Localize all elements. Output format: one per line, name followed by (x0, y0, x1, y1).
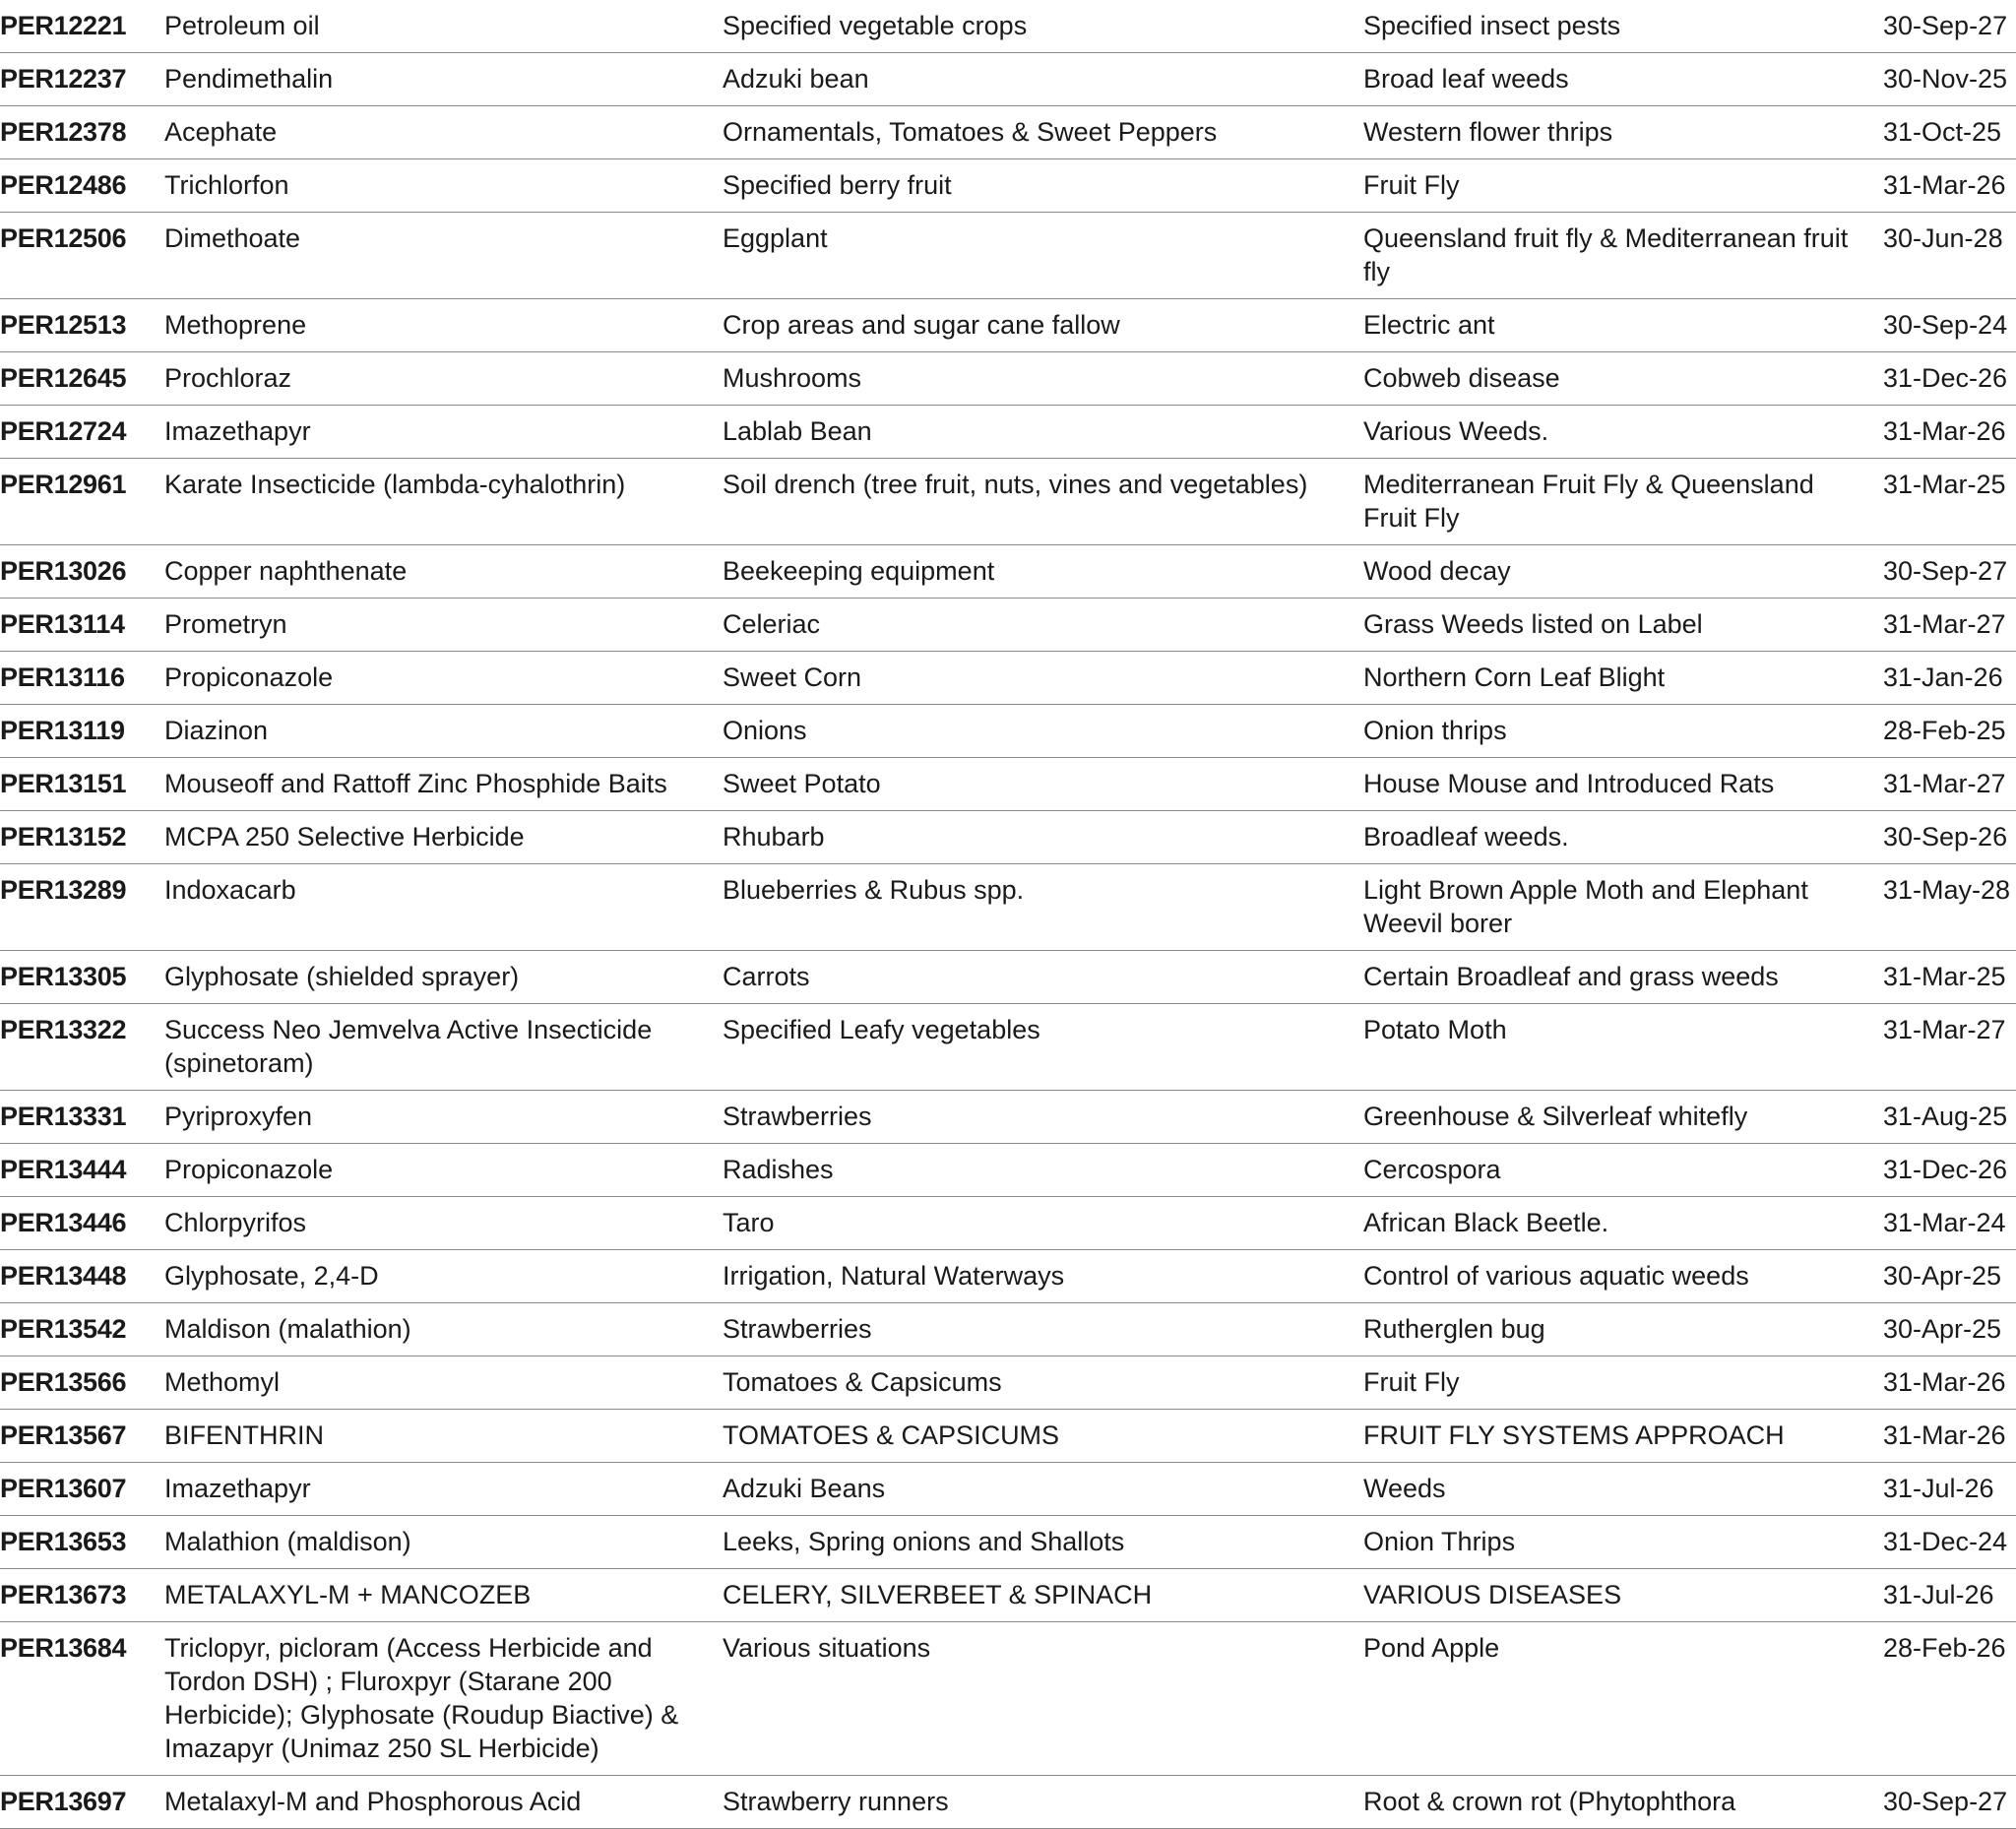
product-cell: Maldison (malathion) (164, 1314, 411, 1344)
pest-cell: Potato Moth (1363, 1015, 1507, 1044)
pest-cell: Electric ant (1363, 310, 1495, 340)
expiry-date-cell: 28-Feb-26 (1883, 1633, 2006, 1663)
product-cell: Copper naphthenate (164, 556, 408, 586)
crop-situation-cell: Onions (723, 716, 807, 745)
permit-number-cell: PER13331 (0, 1102, 127, 1131)
expiry-date-cell: 31-Mar-24 (1883, 1208, 2006, 1237)
table-row (0, 864, 2016, 951)
expiry-date-cell: 30-Jun-28 (1883, 223, 2003, 253)
product-cell: Dimethoate (164, 223, 301, 253)
crop-situation-cell: Mushrooms (723, 363, 862, 393)
product-cell: MCPA 250 Selective Herbicide (164, 822, 525, 851)
permit-number-cell: PER13119 (0, 716, 125, 745)
expiry-date-cell: 31-Mar-26 (1883, 170, 2006, 200)
product-cell: Triclopyr, picloram (Access Herbicide and Tordon DSH) ; Fluroxpyr (Starane 200 Herbicide); Glyphosate (Roudup Biactive) & Imazapyr (Unimaz 250 SL Herbicide) (164, 1633, 679, 1763)
pest-cell: VARIOUS DISEASES (1363, 1580, 1622, 1609)
product-cell: Imazethapyr (164, 416, 311, 446)
product-cell: Glyphosate, 2,4-D (164, 1261, 379, 1291)
crop-situation-cell: Blueberries & Rubus spp. (723, 875, 1025, 905)
product-cell: METALAXYL-M + MANCOZEB (164, 1580, 532, 1609)
table-row (0, 299, 2016, 352)
crop-situation-cell: Strawberries (723, 1314, 872, 1344)
expiry-date-cell: 31-Mar-26 (1883, 1420, 2006, 1450)
permit-number-cell: PER12237 (0, 64, 127, 94)
table-row (0, 652, 2016, 705)
expiry-date-cell: 30-Sep-24 (1883, 310, 2008, 340)
crop-situation-cell: CELERY, SILVERBEET & SPINACH (723, 1580, 1153, 1609)
permit-number-cell: PER13444 (0, 1155, 127, 1184)
table-row (0, 0, 2016, 53)
crop-situation-cell: Sweet Potato (723, 769, 881, 798)
permit-number-cell: PER13673 (0, 1580, 127, 1609)
permit-number-cell: PER13289 (0, 875, 127, 905)
product-cell: Malathion (maldison) (164, 1527, 411, 1556)
table-row (0, 106, 2016, 159)
table-row (0, 1776, 2016, 1829)
pest-cell: Control of various aquatic weeds (1363, 1261, 1749, 1291)
product-cell: Propiconazole (164, 662, 334, 692)
product-cell: Karate Insecticide (lambda-cyhalothrin) (164, 470, 626, 499)
crop-situation-cell: Sweet Corn (723, 662, 862, 692)
table-row (0, 705, 2016, 758)
table-row (0, 545, 2016, 599)
crop-situation-cell: Specified vegetable crops (723, 11, 1028, 40)
expiry-date-cell: 31-Oct-25 (1883, 117, 2002, 147)
expiry-date-cell: 31-Mar-27 (1883, 1015, 2006, 1044)
pest-cell: Broadleaf weeds. (1363, 822, 1569, 851)
permit-number-cell: PER12378 (0, 117, 127, 147)
expiry-date-cell: 30-Sep-27 (1883, 1787, 2008, 1816)
table-row (0, 1516, 2016, 1569)
pest-cell: Onion thrips (1363, 716, 1507, 745)
permit-number-cell: PER13322 (0, 1015, 127, 1044)
permit-number-cell: PER13542 (0, 1314, 127, 1344)
crop-situation-cell: Strawberries (723, 1102, 872, 1131)
crop-situation-cell: Soil drench (tree fruit, nuts, vines and vegetables) (723, 470, 1308, 499)
crop-situation-cell: Strawberry runners (723, 1787, 949, 1816)
table-row (0, 1197, 2016, 1250)
crop-situation-cell: Adzuki Beans (723, 1474, 886, 1503)
pest-cell: Cercospora (1363, 1155, 1501, 1184)
table-row (0, 53, 2016, 106)
crop-situation-cell: Eggplant (723, 223, 828, 253)
crop-situation-cell: Crop areas and sugar cane fallow (723, 310, 1120, 340)
expiry-date-cell: 31-Mar-25 (1883, 962, 2006, 991)
product-cell: Propiconazole (164, 1155, 334, 1184)
product-cell: Pyriproxyfen (164, 1102, 313, 1131)
pest-cell: Root & crown rot (Phytophthora (1363, 1787, 1736, 1816)
expiry-date-cell: 31-Dec-24 (1883, 1527, 2008, 1556)
product-cell: Chlorpyrifos (164, 1208, 307, 1237)
expiry-date-cell: 31-Mar-26 (1883, 1367, 2006, 1397)
table-row (0, 758, 2016, 811)
crop-situation-cell: Lablab Bean (723, 416, 872, 446)
product-cell: Mouseoff and Rattoff Zinc Phosphide Baits (164, 769, 667, 798)
expiry-date-cell: 30-Sep-26 (1883, 822, 2008, 851)
product-cell: Indoxacarb (164, 875, 296, 905)
expiry-date-cell: 28-Feb-25 (1883, 716, 2006, 745)
pest-cell: Rutherglen bug (1363, 1314, 1545, 1344)
crop-situation-cell: Carrots (723, 962, 810, 991)
table-row (0, 951, 2016, 1004)
pest-cell: Western flower thrips (1363, 117, 1613, 147)
expiry-date-cell: 30-Sep-27 (1883, 11, 2008, 40)
permit-number-cell: PER13566 (0, 1367, 127, 1397)
expiry-date-cell: 31-Jan-26 (1883, 662, 2003, 692)
pest-cell: Grass Weeds listed on Label (1363, 609, 1703, 639)
crop-situation-cell: Radishes (723, 1155, 834, 1184)
pest-cell: Fruit Fly (1363, 1367, 1460, 1397)
product-cell: Petroleum oil (164, 11, 320, 40)
crop-situation-cell: Specified Leafy vegetables (723, 1015, 1040, 1044)
pest-cell: Certain Broadleaf and grass weeds (1363, 962, 1779, 991)
product-cell: Success Neo Jemvelva Active Insecticide (spinetoram) (164, 1015, 653, 1078)
table-row (0, 459, 2016, 545)
pest-cell: Light Brown Apple Moth and Elephant Weevil borer (1363, 875, 1808, 938)
pest-cell: Specified insect pests (1363, 11, 1621, 40)
permit-number-cell: PER13114 (0, 609, 125, 639)
crop-situation-cell: Ornamentals, Tomatoes & Sweet Peppers (723, 117, 1218, 147)
product-cell: Methomyl (164, 1367, 281, 1397)
product-cell: Pendimethalin (164, 64, 334, 94)
pest-cell: FRUIT FLY SYSTEMS APPROACH (1363, 1420, 1785, 1450)
crop-situation-cell: Specified berry fruit (723, 170, 952, 200)
product-cell: Glyphosate (shielded sprayer) (164, 962, 520, 991)
table-row (0, 1144, 2016, 1197)
crop-situation-cell: Rhubarb (723, 822, 825, 851)
expiry-date-cell: 31-May-28 (1883, 875, 2011, 905)
crop-situation-cell: Various situations (723, 1633, 931, 1663)
product-cell: Trichlorfon (164, 170, 289, 200)
pest-cell: Broad leaf weeds (1363, 64, 1569, 94)
product-cell: Acephate (164, 117, 278, 147)
crop-situation-cell: Tomatoes & Capsicums (723, 1367, 1002, 1397)
pest-cell: Greenhouse & Silverleaf whitefly (1363, 1102, 1748, 1131)
crop-situation-cell: Celeriac (723, 609, 821, 639)
permit-number-cell: PER13607 (0, 1474, 127, 1503)
expiry-date-cell: 31-Jul-26 (1883, 1474, 1994, 1503)
table-row (0, 1004, 2016, 1091)
permit-number-cell: PER13653 (0, 1527, 127, 1556)
pest-cell: Weeds (1363, 1474, 1446, 1503)
table-row (0, 352, 2016, 406)
table-row (0, 159, 2016, 213)
crop-situation-cell: Taro (723, 1208, 775, 1237)
table-row (0, 1410, 2016, 1463)
expiry-date-cell: 31-Dec-26 (1883, 1155, 2008, 1184)
expiry-date-cell: 30-Apr-25 (1883, 1314, 2002, 1344)
pest-cell: House Mouse and Introduced Rats (1363, 769, 1775, 798)
pest-cell: Northern Corn Leaf Blight (1363, 662, 1666, 692)
product-cell: Prometryn (164, 609, 287, 639)
table-row (0, 1250, 2016, 1303)
product-cell: Metalaxyl-M and Phosphorous Acid (164, 1787, 582, 1816)
pest-cell: African Black Beetle. (1363, 1208, 1609, 1237)
crop-situation-cell: Leeks, Spring onions and Shallots (723, 1527, 1125, 1556)
permit-number-cell: PER13152 (0, 822, 127, 851)
expiry-date-cell: 31-Mar-26 (1883, 416, 2006, 446)
table-row (0, 1463, 2016, 1516)
table-row (0, 599, 2016, 652)
expiry-date-cell: 30-Apr-25 (1883, 1261, 2002, 1291)
expiry-date-cell: 31-Mar-27 (1883, 769, 2006, 798)
expiry-date-cell: 30-Nov-25 (1883, 64, 2008, 94)
table-row (0, 1569, 2016, 1622)
product-cell: Diazinon (164, 716, 269, 745)
pest-cell: Onion Thrips (1363, 1527, 1516, 1556)
table-row (0, 213, 2016, 299)
permit-number-cell: PER13697 (0, 1787, 127, 1816)
permit-number-cell: PER12724 (0, 416, 127, 446)
permit-number-cell: PER12961 (0, 470, 127, 499)
pest-cell: Fruit Fly (1363, 170, 1460, 200)
product-cell: Prochloraz (164, 363, 292, 393)
permit-number-cell: PER13305 (0, 962, 127, 991)
permit-number-cell: PER13116 (0, 662, 125, 692)
permit-number-cell: PER13448 (0, 1261, 127, 1291)
permit-number-cell: PER12645 (0, 363, 127, 393)
permit-number-cell: PER13684 (0, 1633, 127, 1663)
product-cell: Imazethapyr (164, 1474, 311, 1503)
expiry-date-cell: 31-Dec-26 (1883, 363, 2008, 393)
table-row (0, 406, 2016, 459)
crop-situation-cell: TOMATOES & CAPSICUMS (723, 1420, 1060, 1450)
permit-number-cell: PER13567 (0, 1420, 127, 1450)
table-row (0, 1622, 2016, 1776)
permit-number-cell: PER13446 (0, 1208, 127, 1237)
table-row (0, 1303, 2016, 1356)
table-row (0, 1356, 2016, 1410)
expiry-date-cell: 31-Mar-27 (1883, 609, 2006, 639)
pest-cell: Mediterranean Fruit Fly & Queensland Fruit Fly (1363, 470, 1814, 533)
expiry-date-cell: 31-Mar-25 (1883, 470, 2006, 499)
permit-number-cell: PER12513 (0, 310, 127, 340)
expiry-date-cell: 30-Sep-27 (1883, 556, 2008, 586)
crop-situation-cell: Adzuki bean (723, 64, 869, 94)
table-row (0, 811, 2016, 864)
permit-number-cell: PER12486 (0, 170, 127, 200)
expiry-date-cell: 31-Jul-26 (1883, 1580, 1994, 1609)
pest-cell: Various Weeds. (1363, 416, 1549, 446)
pest-cell: Pond Apple (1363, 1633, 1500, 1663)
permit-number-cell: PER13026 (0, 556, 127, 586)
product-cell: BIFENTHRIN (164, 1420, 324, 1450)
permit-number-cell: PER12221 (0, 11, 127, 40)
crop-situation-cell: Irrigation, Natural Waterways (723, 1261, 1065, 1291)
pest-cell: Queensland fruit fly & Mediterranean fruit fly (1363, 223, 1849, 286)
table-row (0, 1091, 2016, 1144)
product-cell: Methoprene (164, 310, 307, 340)
permit-number-cell: PER13151 (0, 769, 127, 798)
crop-situation-cell: Beekeeping equipment (723, 556, 995, 586)
pest-cell: Cobweb disease (1363, 363, 1560, 393)
expiry-date-cell: 31-Aug-25 (1883, 1102, 2008, 1131)
permit-number-cell: PER12506 (0, 223, 127, 253)
pest-cell: Wood decay (1363, 556, 1511, 586)
